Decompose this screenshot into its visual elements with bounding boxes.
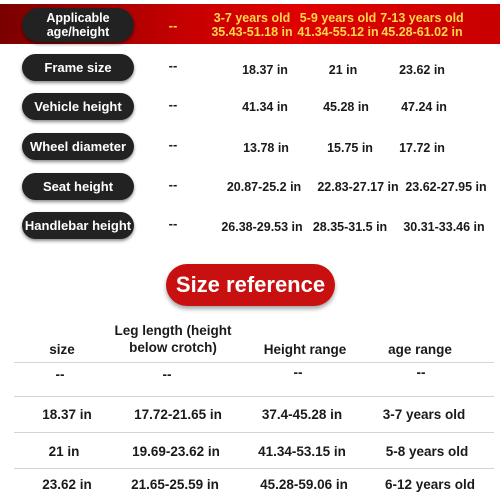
seat-height-2: 22.83-27.17 in xyxy=(317,180,399,194)
col-head-size: size xyxy=(49,342,75,357)
label-frame-size: Frame size xyxy=(22,54,134,81)
seat-height-3: 23.62-27.95 in xyxy=(405,180,487,194)
header-col-2: 5-9 years old 41.34-55.12 in xyxy=(297,11,379,39)
handlebar-height-3: 30.31-33.46 in xyxy=(403,220,485,234)
col-head-height-range: Height range xyxy=(263,342,347,357)
col-head-leg-length: Leg length (height below crotch) xyxy=(114,323,232,355)
row1-age-range: 3-7 years old xyxy=(382,407,466,422)
row2-age-range: 5-8 years old xyxy=(385,444,469,459)
frame-size-3: 23.62 in xyxy=(399,63,445,77)
row1-height-range: 37.4-45.28 in xyxy=(261,407,343,422)
vehicle-height-2: 45.28 in xyxy=(323,100,369,114)
header-col-1: 3-7 years old 35.43-51.18 in xyxy=(211,11,293,39)
header-dash: -- xyxy=(168,18,178,33)
dash-height-range: -- xyxy=(293,365,303,380)
seat-height-dash: -- xyxy=(168,177,178,192)
dash-size: -- xyxy=(55,367,65,382)
header-col-3: 7-13 years old 45.28-61.02 in xyxy=(380,11,464,39)
row2-leg-length: 19.69-23.62 in xyxy=(132,444,220,459)
size-reference-title: Size reference xyxy=(166,264,335,306)
divider-1 xyxy=(14,362,494,363)
seat-height-1: 20.87-25.2 in xyxy=(226,180,302,194)
wheel-diameter-3: 17.72 in xyxy=(399,141,445,155)
label-seat-height: Seat height xyxy=(22,173,134,200)
divider-2 xyxy=(14,396,494,397)
row2-size: 21 in xyxy=(48,444,80,459)
frame-size-dash: -- xyxy=(168,58,178,73)
wheel-diameter-2: 15.75 in xyxy=(327,141,373,155)
col-head-age-range: age range xyxy=(388,342,452,357)
row3-age-range: 6-12 years old xyxy=(384,477,476,492)
row1-size: 18.37 in xyxy=(42,407,92,422)
label-applicable-age-height: Applicable age/height xyxy=(22,8,134,42)
label-handlebar-height: Handlebar height xyxy=(22,212,134,239)
frame-size-2: 21 in xyxy=(328,63,358,77)
row3-size: 23.62 in xyxy=(42,477,92,492)
handlebar-height-dash: -- xyxy=(168,216,178,231)
dash-leg-length: -- xyxy=(162,367,172,382)
frame-size-1: 18.37 in xyxy=(242,63,288,77)
handlebar-height-1: 26.38-29.53 in xyxy=(221,220,303,234)
label-wheel-diameter: Wheel diameter xyxy=(22,133,134,160)
vehicle-height-3: 47.24 in xyxy=(401,100,447,114)
wheel-diameter-1: 13.78 in xyxy=(243,141,289,155)
label-vehicle-height: Vehicle height xyxy=(22,93,134,120)
vehicle-height-1: 41.34 in xyxy=(242,100,288,114)
wheel-diameter-dash: -- xyxy=(168,137,178,152)
row2-height-range: 41.34-53.15 in xyxy=(258,444,346,459)
row3-height-range: 45.28-59.06 in xyxy=(260,477,348,492)
vehicle-height-dash: -- xyxy=(168,97,178,112)
handlebar-height-2: 28.35-31.5 in xyxy=(312,220,388,234)
divider-4 xyxy=(14,468,494,469)
divider-3 xyxy=(14,432,494,433)
dash-age-range: -- xyxy=(416,365,426,380)
row1-leg-length: 17.72-21.65 in xyxy=(134,407,222,422)
row3-leg-length: 21.65-25.59 in xyxy=(131,477,219,492)
